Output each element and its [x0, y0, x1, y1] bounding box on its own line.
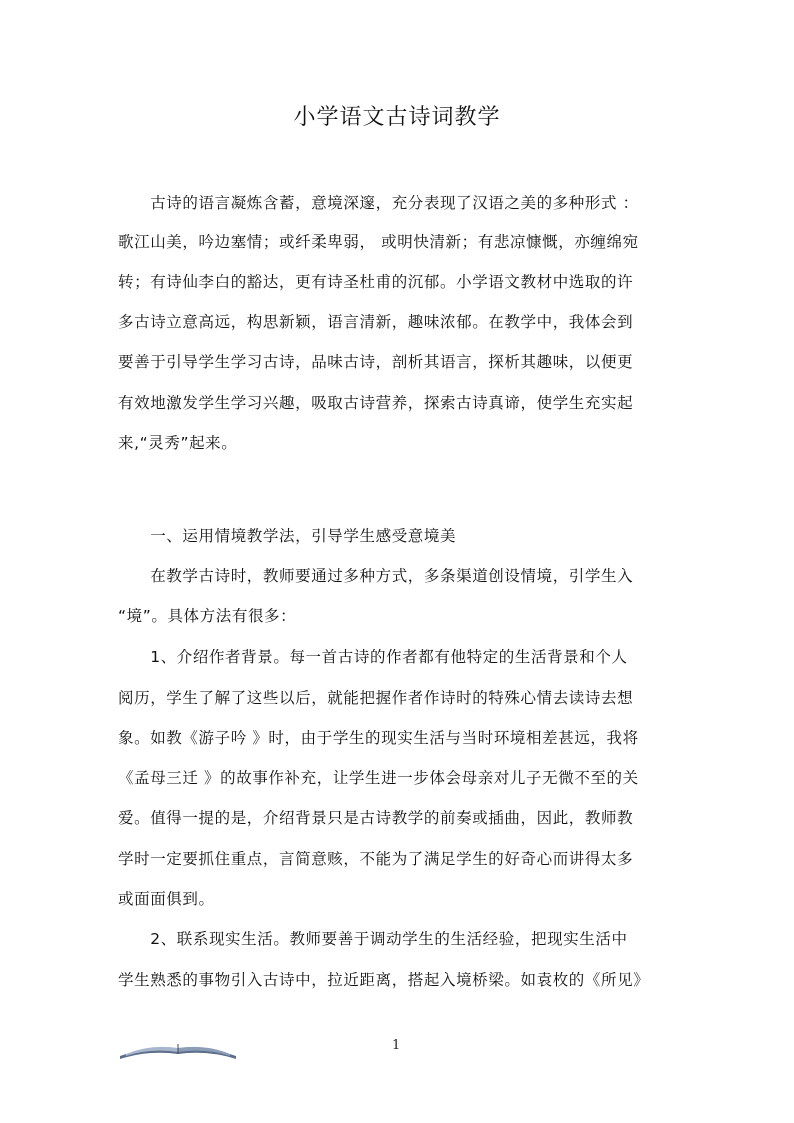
paragraph-line: 学时一定要抓住重点，言简意赅，不能为了满足学生的好奇心而讲得太多: [118, 850, 634, 868]
open-book-logo-icon: [118, 1036, 238, 1062]
paragraph-line: 歌江山美，吟边塞情；或纤柔卑弱， 或明快清新；有悲凉慷慨，亦缠绵宛: [118, 233, 639, 251]
paragraph-line: 爱。值得一提的是，介绍背景只是古诗教学的前奏或插曲，因此，教师教: [118, 809, 634, 827]
paragraph-line: 古诗的语言凝炼含蓄，意境深邃，充分表现了汉语之美的多种形式 ：: [118, 194, 639, 212]
paragraph-line: 在教学古诗时，教师要通过多种方式，多条渠道创设情境，引学生入: [118, 567, 634, 585]
paragraph-line: “境”。具体方法有很多：: [118, 607, 297, 625]
paragraph-line: 2、联系现实生活。教师要善于调动学生的生活经验，把现实生活中: [118, 930, 628, 948]
page-number: 1: [392, 1038, 401, 1053]
paragraph-line: 1、介绍作者背景。每一首古诗的作者都有他特定的生活背景和个人: [118, 648, 628, 666]
paragraph-line: 转；有诗仙李白的豁达，更有诗圣杜甫的沉郁。小学语文教材中选取的许: [118, 273, 634, 291]
paragraph-line: 象。如教《游子吟 》时，由于学生的现实生活与当时环境相差甚远，我将: [118, 729, 639, 747]
paragraph-line: 或面面俱到。: [118, 890, 215, 908]
paragraph-line: 阅历，学生了解了这些以后，就能把握作者作诗时的特殊心情去读诗去想: [118, 689, 634, 707]
section-heading: 一、运用情境教学法，引导学生感受意境美: [118, 527, 457, 545]
paragraph-line: 《孟母三迁 》的故事作补充，让学生进一步体会母亲对儿子无微不至的关: [118, 769, 639, 787]
paragraph-line: 学生熟悉的事物引入古诗中，拉近距离，搭起入境桥梁。如袁枚的《所见》: [118, 971, 650, 989]
paragraph-line: 来,“灵秀”起来。: [118, 434, 238, 452]
paragraph-line: 要善于引导学生学习古诗，品味古诗，剖析其语言，探析其趣味，以便更: [118, 353, 634, 371]
paragraph-line: 多古诗立意高远，构思新颖，语言清新，趣味浓郁。在教学中，我体会到: [118, 313, 634, 331]
paragraph-line: 有效地激发学生学习兴趣，吸取古诗营养，探索古诗真谛，使学生充实起: [118, 394, 634, 412]
document-title: 小学语文古诗词教学: [293, 105, 501, 130]
